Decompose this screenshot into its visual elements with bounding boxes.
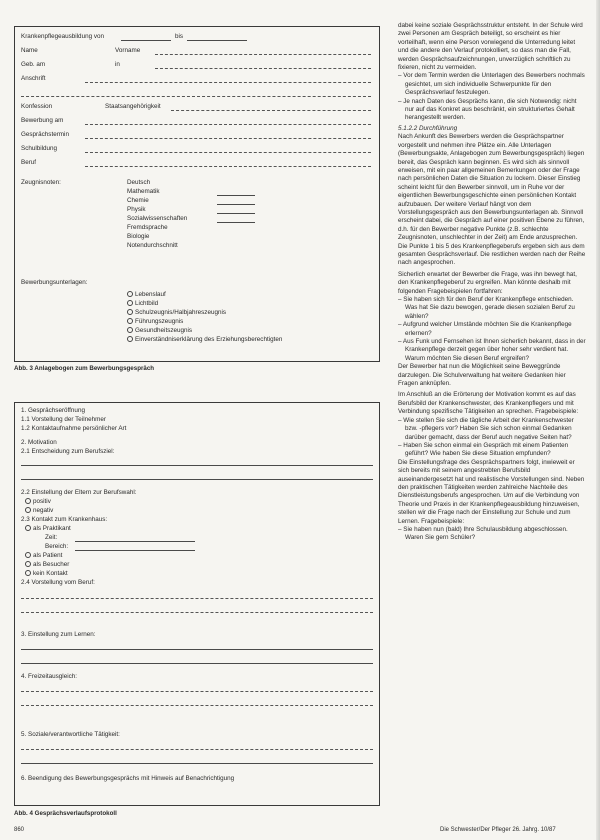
bullet-item: – Aus Funk und Fernsehen ist Ihnen sicherlich bekannt, dass in der Krankenpflege derzeit gegen über hoher sehr verdient hat. Warum möchten Sie diesen Beruf ergreifen? — [405, 338, 586, 363]
paragraph: Die Einstellungsfrage des Gesprächspartners folgt, inwieweit er sich bereits mit seinem angestrebten Berufsbild auseinandergesetzt hat und realistische Vorstellungen sind. Neben den praktischen Tätigkeiten werden zahlreiche Nachteile des Dienstleistungsberufs angesprochen. Um auf die Verbindung von Theorie und Praxis in der Krankenpflegeausbildung hinzuweisen, stellen wir die Frage nach der Einstellung zur Schule und zum Lernen. Fragebeispiele: — [398, 458, 585, 525]
protocol-form — [14, 402, 380, 806]
answer-line[interactable] — [21, 691, 373, 692]
grade-line[interactable] — [217, 222, 255, 223]
field-label: Anschrift — [21, 75, 46, 82]
grade-line[interactable] — [217, 195, 255, 196]
radio-circle[interactable] — [127, 327, 133, 333]
item-4: 4. Freizeitausgleich: — [21, 673, 77, 680]
document-checkbox[interactable] — [127, 327, 192, 335]
radio-circle[interactable] — [127, 291, 133, 297]
document-checkbox[interactable] — [127, 291, 166, 299]
figure-caption-4: Abb. 4 Gesprächsverlaufsprotokoll — [14, 810, 117, 817]
radio-circle[interactable] — [25, 498, 31, 504]
paragraph: Der Bewerber hat nun die Möglichkeit seine Beweggründe darzulegen. Die Schulverwaltung hat weitere Gedanken hier Fragen anknüpfen. — [398, 363, 566, 388]
paragraph: Sicherlich erwartet der Bewerber die Frage, was ihn bewegt hat, den Krankenpflegeberuf zu ergreifen. Man könnte deshalb mit folgenden Fragebeispielen fortfahren: — [398, 270, 577, 295]
radio-circle[interactable] — [127, 309, 133, 315]
document-label: Lichtbild — [135, 300, 159, 307]
field-label: Beruf — [21, 159, 37, 166]
subject-label: Biologie — [127, 233, 150, 240]
radio-circle[interactable] — [25, 561, 31, 567]
input-line[interactable] — [21, 96, 371, 97]
document-label: Einverständniserklärung des Erziehungsberechtigten — [135, 336, 283, 343]
bullet-list — [398, 296, 586, 363]
paragraph: Im Anschluß an die Erörterung der Motivation kommt es auf das Berufsbild der Krankenschwester, des Krankenpflegers und mit Verbindung spezifische Tätigkeiten an sprechen. Fragebeispiele: — [398, 391, 579, 416]
item-2-4: 2.4 Vorstellung vom Beruf: — [21, 579, 95, 586]
field-label: Gesprächstermin — [21, 131, 69, 138]
field-sublabel: in — [115, 61, 120, 68]
subject-label: Deutsch — [127, 179, 151, 186]
radio-circle[interactable] — [127, 318, 133, 324]
item-2-1: 2.1 Entscheidung zum Berufsziel: — [21, 448, 115, 455]
document-label: Schulzeugnis/Halbjahreszeugnis — [135, 309, 227, 316]
bullet-list — [398, 417, 586, 459]
input-line[interactable] — [85, 82, 371, 83]
opt-kein-kontakt[interactable]: kein Kontakt — [25, 570, 68, 578]
bullet-item: – Aufgrund welcher Umstände möchten Sie die Krankenpflege erlernen? — [405, 321, 586, 338]
answer-line[interactable] — [21, 649, 373, 650]
item-3: 3. Einstellung zum Lernen: — [21, 631, 96, 638]
item-1-2: 1.2 Kontaktaufnahme persönlicher Art — [21, 425, 127, 432]
input-line[interactable] — [155, 54, 371, 55]
bullet-item: – Wie stellen Sie sich die tägliche Arbeit der Krankenschwester bzw. -pflegers vor? Haben Sie sich schon einmal Gedanken darüber gemacht, dass der Beruf auch negative Seiten hat? — [405, 417, 586, 442]
article-column — [398, 22, 586, 543]
unterlagen-label: Bewerbungsunterlagen: — [21, 279, 88, 286]
opt-praktikant[interactable]: als Praktikant — [25, 525, 71, 533]
field-sublabel: bis — [175, 33, 184, 40]
subject-label: Mathematik — [127, 188, 160, 195]
radio-circle[interactable] — [25, 507, 31, 513]
bullet-item: – Vor dem Termin werden die Unterlagen des Bewerbers nochmals gesichtet, um sich individuelle Schwerpunkte für den Gesprächsverlauf festzulegen. — [405, 72, 586, 97]
item-1-1: 1.1 Vorstellung der Teilnehmer — [21, 416, 106, 423]
subject-label: Chemie — [127, 197, 149, 204]
opt-positiv[interactable]: positiv — [25, 498, 51, 506]
opt-zeit: Zeit: — [45, 534, 58, 541]
field-label: Schulbildung — [21, 145, 58, 152]
subject-label: Notendurchschnitt — [127, 242, 178, 249]
radio-circle[interactable] — [25, 570, 31, 576]
zeit-line[interactable] — [75, 541, 195, 542]
opt-negativ[interactable]: negativ — [25, 507, 53, 515]
document-checkbox[interactable] — [127, 318, 183, 326]
answer-line[interactable] — [21, 705, 373, 706]
input-line[interactable] — [85, 138, 371, 139]
answer-line[interactable] — [21, 612, 373, 613]
subject-label: Physik — [127, 206, 146, 213]
radio-circle[interactable] — [25, 525, 31, 531]
opt-patient[interactable]: als Patient — [25, 552, 62, 560]
input-line[interactable] — [85, 152, 371, 153]
paragraph: Nach Ankunft des Bewerbers werden die Gesprächspartner vorgestellt und nehmen ihre Plätze ein. Alle Unterlagen (Bewerbungsakte, Anlagebogen zum Bewerbungsgespräch) liegen bereit, das Gespräch kann beginnen. Es wird sich als sinnvoll erweisen, mit ein paar allgemeinen Bemerkungen oder der Frage nach persönlichen Daten die Situation zu lockern. Dieser Einstieg scheint leicht für den Bewerber sinnvoll, um in Ruhe vor der eigentlichen Bewerbungsgeschichte einen persönlichen Kontakt aufzubauen. Der weitere Verlauf hängt von dem Vorstellungsgespräch aus den Bewerbungsunterlagen ab. Sinnvoll erscheint dabei, die Gespräch auf einer positiven Ebene zu führen, d.h. für den Bewerber negative Punkte (z.B. schlechte Zeugnisnoten, unschlechter in der Zeit) am Ende anzusprechen. Die Punkte 1 bis 5 des Krankenpflegeberufs ergeben sich aus dem gesamten Gesprächsverlauf. Die restlichen werden nach der Reihe nach angesprochen. — [398, 133, 586, 267]
paragraph: dabei keine soziale Gesprächsstruktur entsteht. In der Schule wird zwei Personen am Gespräch beteiligt, so erscheint es hier vorteilhaft, wenn eine Person vorwiegend die Unterredung leitet und die andere den Verlauf protokolliert, so dass man die Fall, werden Gesprächsaufzeichnungen, unverzüglich schriftlich zu fixieren, nicht zu vermeiden. — [398, 22, 583, 72]
bullet-list — [398, 526, 586, 543]
item-2: 2. Motivation — [21, 439, 57, 446]
input-line[interactable] — [121, 40, 171, 41]
document-label: Gesundheitszeugnis — [135, 327, 193, 334]
radio-circle[interactable] — [127, 336, 133, 342]
input-line[interactable] — [85, 166, 371, 167]
item-6: 6. Beendigung des Bewerbungsgesprächs mit Hinweis auf Benachrichtigung — [21, 775, 235, 782]
document-checkbox[interactable] — [127, 309, 226, 317]
journal-footer: Die Schwester/Der Pfleger 26. Jahrg. 10/87 — [440, 826, 556, 833]
input-line[interactable] — [155, 68, 371, 69]
grade-line[interactable] — [217, 204, 255, 205]
field-label: Geb. am — [21, 61, 46, 68]
bullet-item: – Je nach Daten des Gesprächs kann, die sich Notwendig: nicht nur auf das Konkret aus beschränkt, ein strukturiertes Gehalt herangestellt werden. — [405, 98, 586, 123]
section-heading: 5.1.2.2 Durchführung — [398, 124, 458, 132]
answer-line[interactable] — [21, 749, 373, 750]
anlagebogen-form — [14, 26, 380, 362]
document-label: Führungszeugnis — [135, 318, 184, 325]
field-sublabel: Vorname — [115, 47, 141, 54]
opt-bereich: Bereich: — [45, 543, 69, 550]
answer-line[interactable] — [21, 479, 373, 480]
document-label: Lebenslauf — [135, 291, 166, 298]
bullet-item: – Haben Sie schon einmal ein Gespräch mit einem Patienten geführt? Wie haben Sie diese Situation empfunden? — [405, 442, 586, 459]
subject-label: Fremdsprache — [127, 224, 168, 231]
field-label: Krankenpflegeausbildung von — [21, 33, 104, 40]
input-line[interactable] — [171, 110, 371, 111]
item-1: 1. Gesprächseröffnung — [21, 407, 85, 414]
field-label: Konfession — [21, 103, 53, 110]
radio-circle[interactable] — [127, 300, 133, 306]
bullet-item: – Sie haben nun (bald) Ihre Schulausbildung abgeschlossen. Waren Sie gern Schüler? — [405, 526, 586, 543]
bullet-list — [398, 72, 586, 122]
answer-line[interactable] — [21, 598, 373, 599]
input-line[interactable] — [187, 40, 247, 41]
scan-edge — [596, 0, 600, 840]
item-2-2: 2.2 Einstellung der Eltern zur Berufswahl: — [21, 489, 137, 496]
page-number: 860 — [14, 826, 25, 833]
answer-line[interactable] — [21, 465, 373, 466]
item-2-3: 2.3 Kontakt zum Krankenhaus: — [21, 516, 108, 523]
opt-besucher[interactable]: als Besucher — [25, 561, 69, 569]
field-label: Bewerbung am — [21, 117, 64, 124]
zeugnis-label: Zeugnisnoten: — [21, 179, 61, 186]
grade-line[interactable] — [217, 213, 255, 214]
figure-caption-3: Abb. 3 Anlagebogen zum Bewerbungsgespräch — [14, 365, 155, 372]
document-checkbox[interactable] — [127, 336, 282, 344]
input-line[interactable] — [85, 124, 371, 125]
field-sublabel: Staatsangehörigkeit — [105, 103, 161, 110]
subject-label: Sozialwissenschaften — [127, 215, 188, 222]
radio-circle[interactable] — [25, 552, 31, 558]
bereich-line[interactable] — [75, 550, 195, 551]
answer-line[interactable] — [21, 663, 373, 664]
document-checkbox[interactable] — [127, 300, 158, 308]
item-5: 5. Soziale/verantwortliche Tätigkeit: — [21, 731, 120, 738]
bullet-item: – Sie haben sich für den Beruf der Krankenpflege entschieden. Was hat Sie dazu bewogen, gerade diesen sozialen Beruf zu wählen? — [405, 296, 586, 321]
field-label: Name — [21, 47, 38, 54]
answer-line[interactable] — [21, 763, 373, 764]
